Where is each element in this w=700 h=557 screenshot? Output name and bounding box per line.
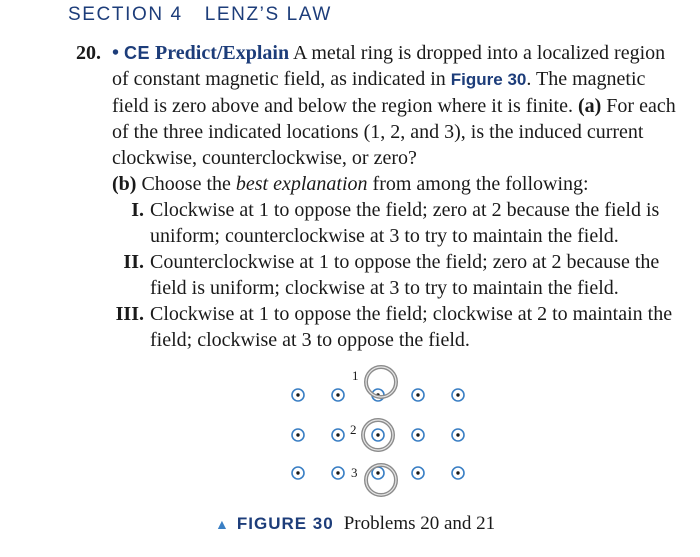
part-b-text-2: from among the following: — [367, 173, 589, 195]
field-dot-symbol — [412, 429, 424, 441]
part-b-label: (b) — [112, 173, 137, 195]
part-a-label: (a) — [577, 95, 602, 117]
option-text: Clockwise at 1 to oppose the field; zero at 2 because the field is uniform; counterclockwise at 3 to try to maintain the field. — [150, 199, 660, 247]
field-dot-symbol — [332, 467, 344, 479]
field-diagram — [270, 360, 490, 510]
problem-tag: CE — [124, 43, 151, 63]
field-dot-symbol — [292, 389, 304, 401]
field-dot-symbol — [452, 429, 464, 441]
field-dot-symbol — [452, 389, 464, 401]
figure-reference: Figure 30 — [450, 70, 527, 89]
triangle-icon: ▲ — [215, 518, 229, 533]
option-item — [112, 301, 686, 353]
problem-number: 20. — [76, 42, 101, 64]
field-dot-symbol — [332, 429, 344, 441]
caption-text: Problems 20 and 21 — [343, 513, 496, 534]
problem-block — [76, 40, 686, 353]
ring-label-2: 2 — [350, 422, 357, 437]
problem-title: Predict/Explain — [155, 42, 290, 64]
options-list — [112, 197, 686, 353]
ring-label-3: 3 — [351, 465, 358, 480]
option-numeral: I. — [131, 199, 144, 221]
field-dot-symbol — [412, 389, 424, 401]
section-label: SECTION 4 — [68, 4, 183, 25]
ring-label-1: 1 — [352, 368, 359, 383]
figure-30 — [270, 360, 490, 510]
field-dot-symbol — [332, 389, 344, 401]
option-numeral: III. — [115, 303, 144, 325]
option-item — [112, 249, 686, 301]
problem-bullet: • — [112, 42, 120, 64]
figure-caption — [215, 513, 495, 535]
part-b-text-1: Choose the — [136, 173, 236, 195]
option-text: Clockwise at 1 to oppose the field; clockwise at 2 to maintain the field; clockwise at 3 to oppose the field. — [150, 303, 673, 351]
problem-text-1: A metal ring is dropped into a localized region of constant magnetic field, as indicated in — [112, 42, 666, 90]
option-text: Counterclockwise at 1 to oppose the field; zero at 2 because the field is uniform; clockwise at 3 to try to maintain the field. — [150, 251, 660, 299]
option-item — [112, 197, 686, 249]
part-a-text: For each of the three indicated locations (1, 2, and 3), is the induced current clockwise, counterclockwise, or zero? — [112, 95, 676, 169]
field-dot-symbol — [372, 429, 384, 441]
problem-text-2: . The magnetic field is zero above and below the region where it is finite. — [112, 68, 646, 117]
problem-statement — [112, 40, 686, 197]
figure-label: FIGURE 30 — [236, 514, 334, 533]
field-dot-symbol — [292, 429, 304, 441]
field-dot-symbol — [452, 467, 464, 479]
field-dot-symbol — [292, 467, 304, 479]
section-topic: LENZ’S LAW — [204, 4, 332, 25]
section-header — [68, 4, 332, 26]
option-numeral: II. — [123, 251, 144, 273]
part-b-emphasis: best explanation — [235, 173, 368, 195]
field-dot-symbol — [412, 467, 424, 479]
